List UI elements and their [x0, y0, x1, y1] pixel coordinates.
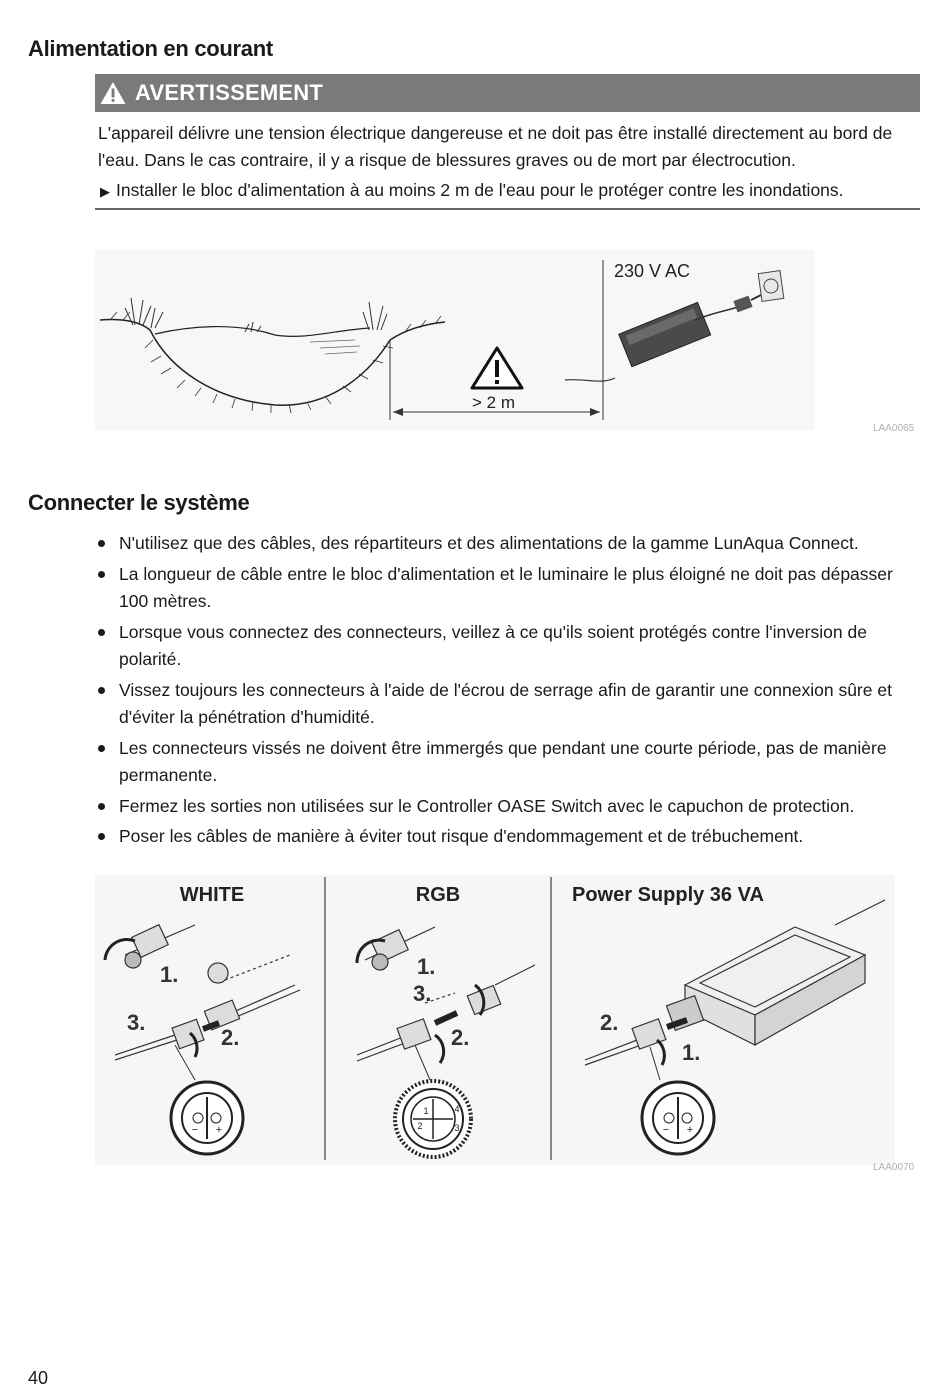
step-label: 3. — [127, 1010, 146, 1035]
section-title-connect: Connecter le système — [28, 490, 250, 515]
panel-title-white: WHITE — [179, 884, 245, 906]
step-label: 1. — [160, 962, 179, 987]
step-label: 2. — [451, 1025, 470, 1050]
connection-bullet-list — [95, 530, 920, 854]
connector-figure — [95, 875, 895, 1165]
section-title-power: Alimentation en courant — [28, 36, 273, 61]
step-label: 2. — [221, 1025, 240, 1050]
panel-title-rgb: RGB — [415, 884, 461, 906]
list-item: Fermez les sorties non utilisées sur le Controller OASE Switch avec le capuchon de protection. — [95, 793, 920, 821]
step-label: 1. — [417, 954, 436, 979]
warning-action-text: Installer le bloc d'alimentation à au moins 2 m de l'eau pour le protéger contre les inondations. — [116, 180, 844, 200]
warning-triangle-icon — [99, 80, 127, 106]
polarity-minus: − — [662, 1124, 670, 1136]
distance-label: > 2 m — [472, 393, 515, 412]
page-number: 40 — [28, 1368, 49, 1388]
pond-distance-figure — [95, 250, 815, 430]
figure-code-2: LAA0070 — [873, 1162, 915, 1173]
list-item: Vissez toujours les connecteurs à l'aide de l'écrou de serrage afin de garantir une connexion sûre et d'éviter la pénétration d'humidité. — [95, 677, 920, 732]
polarity-plus: + — [686, 1124, 694, 1136]
voltage-label: 230 V AC — [614, 261, 691, 281]
step-label: 3. — [413, 981, 432, 1006]
pin-label: 4 — [454, 1104, 460, 1114]
pin-label: 3 — [454, 1123, 460, 1133]
panel-title-power-supply: Power Supply 36 VA — [572, 884, 764, 906]
warning-action — [100, 177, 844, 205]
step-label: 2. — [600, 1010, 619, 1035]
list-item: Poser les câbles de manière à éviter tout risque d'endommagement et de trébuchement. — [95, 823, 920, 851]
polarity-plus: + — [215, 1124, 223, 1136]
warning-text: L'appareil délivre une tension électrique dangereuse et ne doit pas être installé directement au bord de l'eau. Dans le cas contraire, il y a risque de blessures graves ou de mort par électrocution. — [98, 123, 893, 170]
pin-label: 1 — [423, 1106, 429, 1116]
list-item: La longueur de câble entre le bloc d'alimentation et le luminaire le plus éloigné ne doit pas dépasser 100 mètres. — [95, 561, 920, 616]
step-label: 1. — [682, 1040, 701, 1065]
pin-label: 2 — [417, 1121, 423, 1131]
list-item: Les connecteurs vissés ne doivent être immergés que pendant une courte période, pas de manière permanente. — [95, 735, 920, 790]
figure-code-1: LAA0065 — [873, 423, 915, 434]
action-triangle-icon: ▶ — [100, 184, 110, 199]
warning-label: AVERTISSEMENT — [135, 80, 323, 105]
warning-banner — [95, 74, 920, 112]
list-item: N'utilisez que des câbles, des répartiteurs et des alimentations de la gamme LunAqua Connect. — [95, 530, 920, 558]
list-item: Lorsque vous connectez des connecteurs, veillez à ce qu'ils soient protégés contre l'inversion de polarité. — [95, 619, 920, 674]
warning-divider — [95, 208, 920, 210]
polarity-minus: − — [191, 1124, 199, 1136]
